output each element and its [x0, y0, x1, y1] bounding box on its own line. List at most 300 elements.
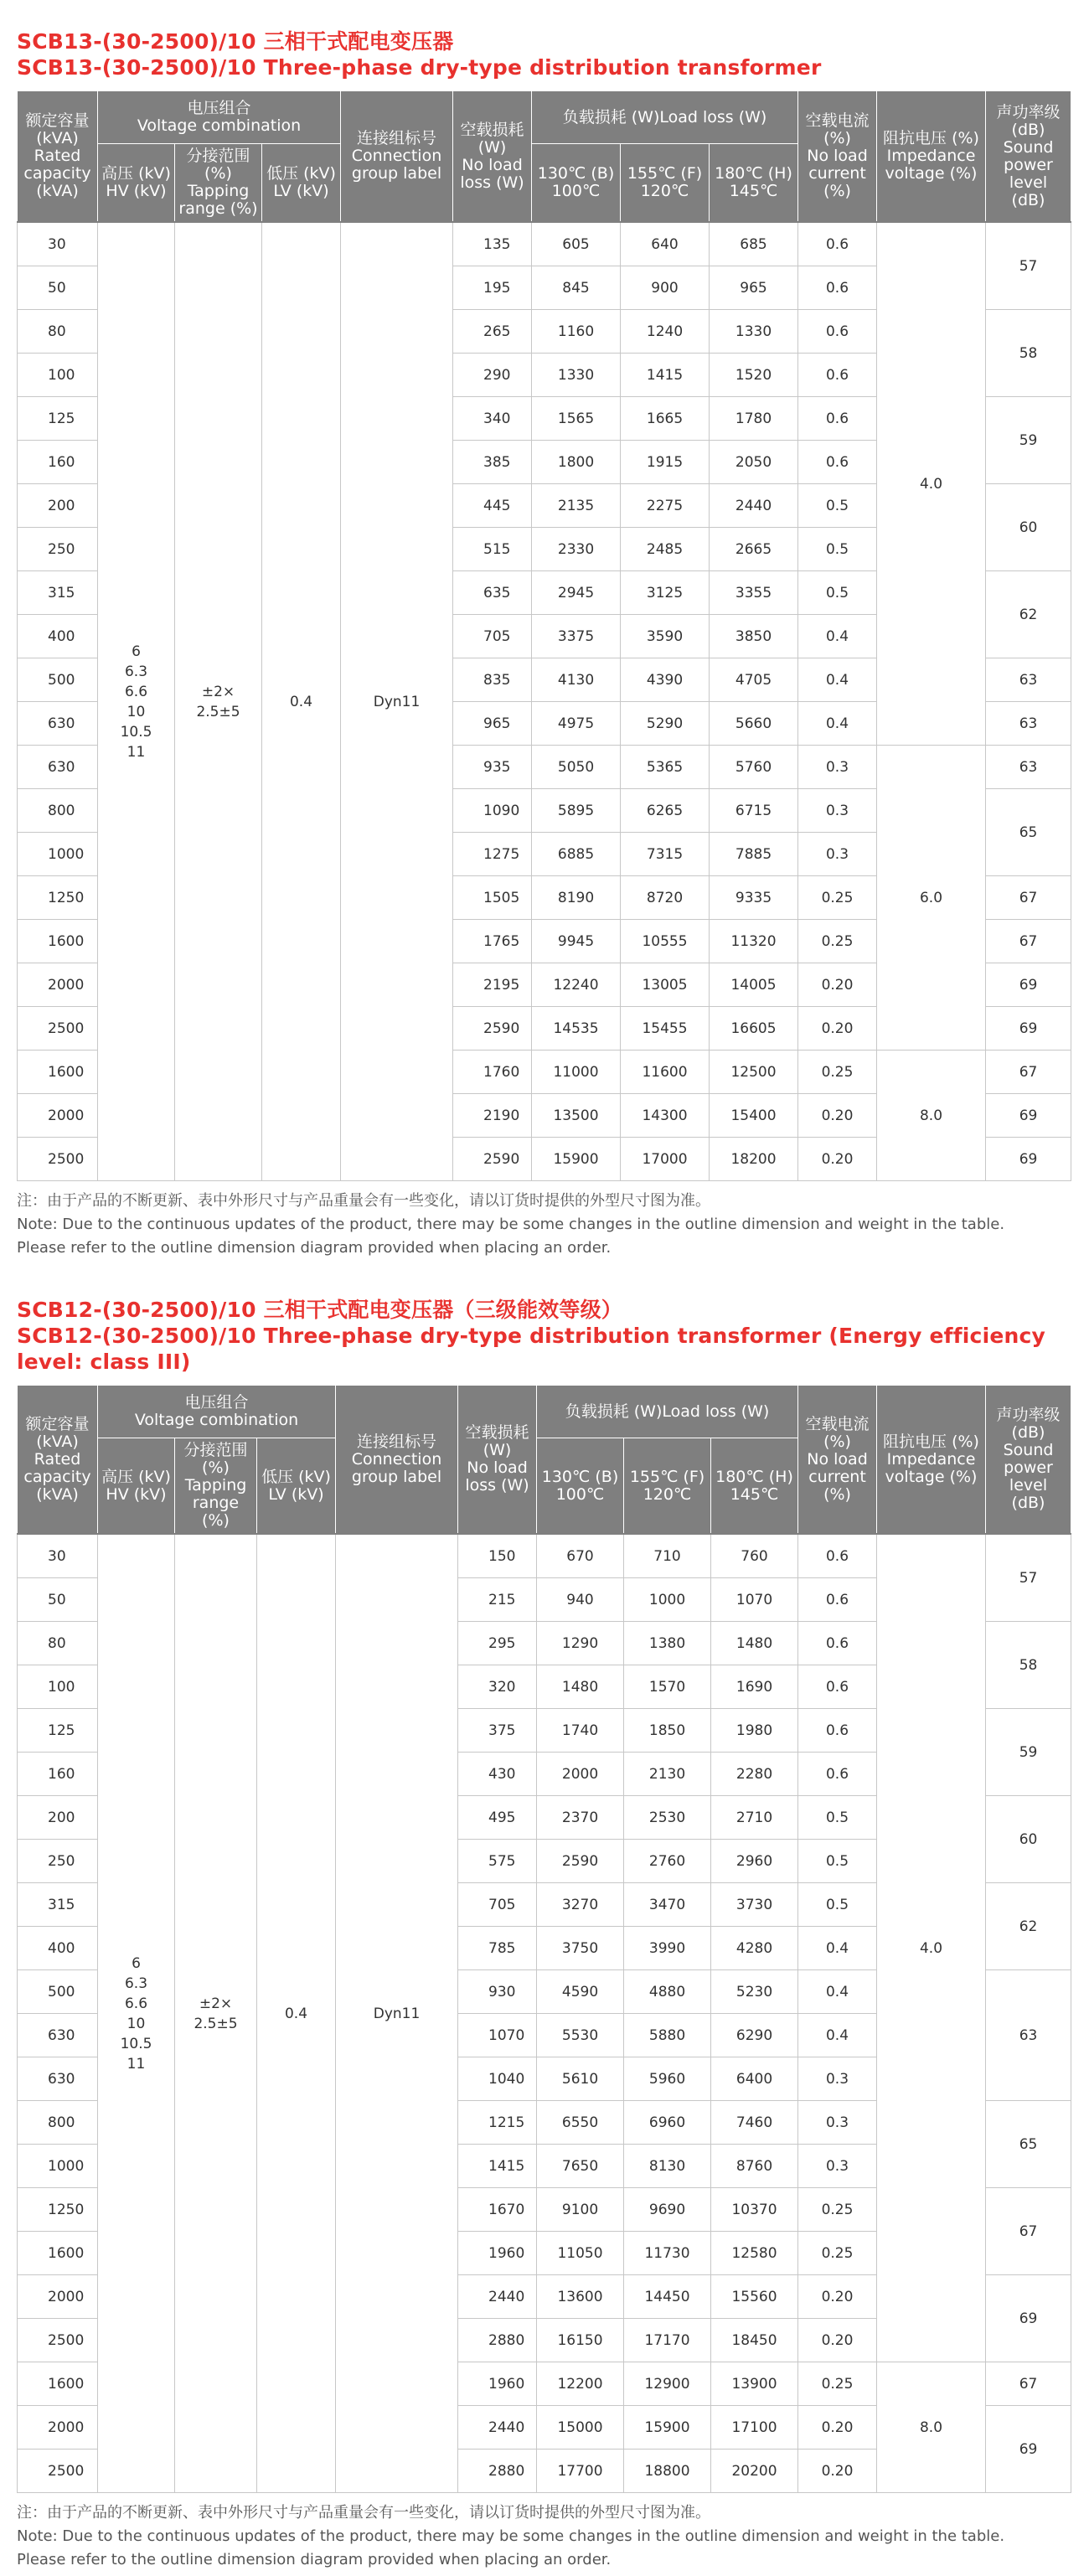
cell-sound: 63 — [986, 1970, 1071, 2101]
header-voltage-combination: 电压组合 Voltage combination — [98, 1386, 336, 1438]
cell-load-loss-b: 7650 — [537, 2145, 624, 2188]
cell-hv: 6 6.3 6.6 10 10.5 11 — [98, 1534, 175, 2493]
cell-capacity: 2500 — [18, 2319, 98, 2362]
cell-load-loss-f: 5880 — [624, 2014, 711, 2057]
cell-load-loss-h: 1520 — [710, 354, 798, 397]
cell-load-loss-b: 9100 — [537, 2188, 624, 2232]
cell-load-loss-f: 12900 — [624, 2362, 711, 2406]
section-scb13 — [17, 28, 1072, 1260]
cell-load-loss-b: 11000 — [532, 1051, 621, 1094]
cell-no-load-loss: 1070 — [458, 2014, 537, 2057]
cell-load-loss-f: 15900 — [624, 2406, 711, 2450]
cell-load-loss-f: 5365 — [621, 746, 710, 789]
cell-load-loss-h: 4705 — [710, 658, 798, 702]
header-impedance: 阻抗电压 (%) Impedance voltage (%) — [877, 1386, 986, 1535]
cell-load-loss-f: 3590 — [621, 615, 710, 658]
cell-capacity: 400 — [18, 615, 98, 658]
cell-capacity: 315 — [18, 571, 98, 615]
cell-capacity: 200 — [18, 1796, 98, 1840]
cell-capacity: 400 — [18, 1927, 98, 1970]
cell-load-loss-f: 2275 — [621, 484, 710, 528]
cell-load-loss-h: 2960 — [711, 1840, 798, 1883]
cell-load-loss-b: 14535 — [532, 1007, 621, 1051]
cell-load-loss-b: 9945 — [532, 920, 621, 963]
cell-load-loss-b: 845 — [532, 266, 621, 310]
table-note — [17, 1190, 1072, 1260]
cell-load-loss-b: 5050 — [532, 746, 621, 789]
cell-load-loss-f: 3470 — [624, 1883, 711, 1927]
spec-table-scb13 — [17, 90, 1071, 1181]
table-row — [18, 1534, 1071, 1578]
cell-no-load-current: 0.4 — [798, 1927, 877, 1970]
cell-no-load-loss: 2190 — [453, 1094, 532, 1138]
cell-capacity: 1250 — [18, 876, 98, 920]
cell-load-loss-h: 4280 — [711, 1927, 798, 1970]
cell-load-loss-h: 2050 — [710, 441, 798, 484]
cell-load-loss-b: 15000 — [537, 2406, 624, 2450]
cell-sound: 59 — [986, 1709, 1071, 1796]
cell-load-loss-h: 685 — [710, 222, 798, 266]
cell-load-loss-b: 15900 — [532, 1138, 621, 1181]
cell-load-loss-b: 1290 — [537, 1622, 624, 1665]
cell-no-load-loss: 2195 — [453, 963, 532, 1007]
cell-no-load-loss: 290 — [453, 354, 532, 397]
cell-load-loss-b: 12200 — [537, 2362, 624, 2406]
cell-no-load-current: 0.5 — [798, 1796, 877, 1840]
cell-no-load-current: 0.6 — [798, 1578, 877, 1622]
cell-load-loss-b: 1740 — [537, 1709, 624, 1753]
cell-load-loss-b: 605 — [532, 222, 621, 266]
note-en-line2: Please refer to the outline dimension diagram provided when placing an order. — [17, 2551, 612, 2568]
cell-load-loss-f: 9690 — [624, 2188, 711, 2232]
header-no-load-loss: 空载损耗 (W) No load loss (W) — [458, 1386, 537, 1535]
cell-sound: 62 — [986, 1883, 1071, 1970]
cell-load-loss-h: 3730 — [711, 1883, 798, 1927]
cell-load-loss-h: 20200 — [711, 2450, 798, 2493]
cell-no-load-loss: 705 — [453, 615, 532, 658]
cell-capacity: 630 — [18, 702, 98, 746]
cell-no-load-loss: 1040 — [458, 2057, 537, 2101]
cell-no-load-loss: 575 — [458, 1840, 537, 1883]
cell-load-loss-f: 14450 — [624, 2275, 711, 2319]
cell-capacity: 2000 — [18, 963, 98, 1007]
header-no-load-current: 空载电流 (%) No load current (%) — [798, 91, 877, 223]
cell-load-loss-h: 965 — [710, 266, 798, 310]
cell-capacity: 50 — [18, 266, 98, 310]
cell-no-load-loss: 1960 — [458, 2362, 537, 2406]
cell-load-loss-b: 6885 — [532, 833, 621, 876]
cell-no-load-current: 0.20 — [798, 2406, 877, 2450]
cell-load-loss-f: 4880 — [624, 1970, 711, 2014]
header-tapping: 分接范围 (%) Tapping range (%) — [175, 144, 262, 223]
cell-no-load-loss: 215 — [458, 1578, 537, 1622]
cell-load-loss-h: 11320 — [710, 920, 798, 963]
cell-no-load-loss: 195 — [453, 266, 532, 310]
title-en: SCB13-(30-2500)/10 Three-phase dry-type distribution transformer — [17, 55, 822, 80]
cell-load-loss-h: 1690 — [711, 1665, 798, 1709]
cell-capacity: 200 — [18, 484, 98, 528]
cell-load-loss-f: 1415 — [621, 354, 710, 397]
cell-load-loss-h: 15560 — [711, 2275, 798, 2319]
cell-no-load-loss: 635 — [453, 571, 532, 615]
cell-sound: 65 — [986, 789, 1071, 876]
cell-load-loss-f: 710 — [624, 1534, 711, 1578]
cell-load-loss-b: 1330 — [532, 354, 621, 397]
cell-load-loss-b: 2000 — [537, 1753, 624, 1796]
cell-no-load-loss: 1215 — [458, 2101, 537, 2145]
header-connection: 连接组标号 Connection group label — [341, 91, 453, 223]
cell-sound: 57 — [986, 1534, 1071, 1622]
cell-capacity: 80 — [18, 310, 98, 354]
cell-capacity: 2000 — [18, 2406, 98, 2450]
cell-no-load-loss: 1670 — [458, 2188, 537, 2232]
cell-capacity: 125 — [18, 1709, 98, 1753]
cell-load-loss-b: 2135 — [532, 484, 621, 528]
cell-load-loss-b: 16150 — [537, 2319, 624, 2362]
cell-load-loss-b: 4130 — [532, 658, 621, 702]
cell-no-load-loss: 1960 — [458, 2232, 537, 2275]
cell-no-load-current: 0.5 — [798, 484, 877, 528]
header-no-load-current: 空载电流 (%) No load current (%) — [798, 1386, 877, 1535]
cell-load-loss-f: 1380 — [624, 1622, 711, 1665]
cell-no-load-loss: 445 — [453, 484, 532, 528]
cell-load-loss-h: 5760 — [710, 746, 798, 789]
cell-load-loss-f: 8720 — [621, 876, 710, 920]
cell-no-load-current: 0.3 — [798, 2145, 877, 2188]
cell-load-loss-h: 8760 — [711, 2145, 798, 2188]
cell-sound: 60 — [986, 484, 1071, 571]
cell-load-loss-f: 5290 — [621, 702, 710, 746]
cell-sound: 60 — [986, 1796, 1071, 1883]
cell-load-loss-f: 2760 — [624, 1840, 711, 1883]
title-cn: SCB12-(30-2500)/10 三相干式配电变压器（三级能效等级） — [17, 1298, 622, 1322]
cell-load-loss-h: 18450 — [711, 2319, 798, 2362]
cell-load-loss-h: 6400 — [711, 2057, 798, 2101]
cell-load-loss-f: 1000 — [624, 1578, 711, 1622]
cell-load-loss-h: 2710 — [711, 1796, 798, 1840]
cell-no-load-current: 0.5 — [798, 1840, 877, 1883]
cell-no-load-loss: 340 — [453, 397, 532, 441]
note-en-line1: Note: Due to the continuous updates of the product, there may be some changes in the outline dimension and weight in the table. — [17, 2527, 1005, 2545]
cell-no-load-current: 0.25 — [798, 2362, 877, 2406]
cell-sound: 63 — [986, 658, 1071, 702]
cell-load-loss-f: 8130 — [624, 2145, 711, 2188]
cell-no-load-loss: 2590 — [453, 1007, 532, 1051]
cell-no-load-current: 0.25 — [798, 1051, 877, 1094]
header-impedance: 阻抗电压 (%) Impedance voltage (%) — [877, 91, 986, 223]
cell-sound: 67 — [986, 920, 1071, 963]
cell-impedance: 4.0 — [877, 222, 986, 746]
cell-load-loss-h: 10370 — [711, 2188, 798, 2232]
header-load-loss-h: 180℃ (H) 145℃ — [710, 144, 798, 223]
cell-no-load-current: 0.20 — [798, 2275, 877, 2319]
header-hv: 高压 (kV) HV (kV) — [98, 144, 175, 223]
cell-capacity: 800 — [18, 789, 98, 833]
cell-no-load-current: 0.6 — [798, 397, 877, 441]
header-hv: 高压 (kV) HV (kV) — [98, 1438, 175, 1535]
cell-capacity: 1000 — [18, 2145, 98, 2188]
cell-capacity: 500 — [18, 1970, 98, 2014]
cell-load-loss-f: 900 — [621, 266, 710, 310]
cell-capacity: 30 — [18, 222, 98, 266]
cell-load-loss-h: 7885 — [710, 833, 798, 876]
section-title — [17, 1297, 1072, 1375]
cell-sound: 59 — [986, 397, 1071, 484]
cell-tapping: ±2× 2.5±5 — [175, 222, 262, 1181]
cell-sound: 62 — [986, 571, 1071, 658]
cell-no-load-current: 0.4 — [798, 1970, 877, 2014]
cell-sound: 58 — [986, 1622, 1071, 1709]
cell-no-load-current: 0.6 — [798, 222, 877, 266]
cell-no-load-current: 0.4 — [798, 702, 877, 746]
spec-table-body — [18, 1534, 1071, 2493]
header-no-load-loss: 空载损耗 (W) No load loss (W) — [453, 91, 532, 223]
header-load-loss: 负载损耗 (W)Load loss (W) — [537, 1386, 798, 1438]
cell-no-load-current: 0.25 — [798, 2188, 877, 2232]
cell-no-load-loss: 1505 — [453, 876, 532, 920]
section-scb12 — [17, 1297, 1072, 2572]
cell-capacity: 1600 — [18, 1051, 98, 1094]
cell-sound: 63 — [986, 702, 1071, 746]
cell-load-loss-h: 760 — [711, 1534, 798, 1578]
cell-load-loss-b: 2370 — [537, 1796, 624, 1840]
cell-no-load-loss: 930 — [458, 1970, 537, 2014]
header-load-loss-b: 130℃ (B) 100℃ — [532, 144, 621, 223]
cell-no-load-current: 0.6 — [798, 310, 877, 354]
cell-load-loss-b: 1800 — [532, 441, 621, 484]
cell-no-load-loss: 430 — [458, 1753, 537, 1796]
cell-load-loss-b: 12240 — [532, 963, 621, 1007]
cell-load-loss-h: 18200 — [710, 1138, 798, 1181]
cell-no-load-current: 0.6 — [798, 1665, 877, 1709]
cell-no-load-current: 0.20 — [798, 2319, 877, 2362]
cell-load-loss-f: 17000 — [621, 1138, 710, 1181]
cell-load-loss-b: 3375 — [532, 615, 621, 658]
cell-no-load-current: 0.3 — [798, 833, 877, 876]
spec-table-scb12 — [17, 1385, 1071, 2493]
cell-no-load-current: 0.4 — [798, 658, 877, 702]
cell-sound: 63 — [986, 746, 1071, 789]
cell-no-load-current: 0.3 — [798, 2101, 877, 2145]
cell-load-loss-h: 2280 — [711, 1753, 798, 1796]
cell-load-loss-h: 3850 — [710, 615, 798, 658]
cell-load-loss-b: 670 — [537, 1534, 624, 1578]
cell-no-load-current: 0.5 — [798, 528, 877, 571]
cell-no-load-loss: 495 — [458, 1796, 537, 1840]
cell-capacity: 2000 — [18, 1094, 98, 1138]
cell-no-load-current: 0.6 — [798, 1709, 877, 1753]
cell-capacity: 315 — [18, 1883, 98, 1927]
cell-load-loss-h: 14005 — [710, 963, 798, 1007]
cell-load-loss-f: 17170 — [624, 2319, 711, 2362]
cell-no-load-loss: 2590 — [453, 1138, 532, 1181]
cell-load-loss-h: 1480 — [711, 1622, 798, 1665]
cell-no-load-current: 0.6 — [798, 1622, 877, 1665]
cell-no-load-current: 0.5 — [798, 1883, 877, 1927]
cell-load-loss-f: 1665 — [621, 397, 710, 441]
cell-capacity: 1000 — [18, 833, 98, 876]
cell-sound: 69 — [986, 1138, 1071, 1181]
cell-load-loss-h: 9335 — [710, 876, 798, 920]
cell-load-loss-b: 5610 — [537, 2057, 624, 2101]
cell-impedance: 8.0 — [877, 1051, 986, 1181]
cell-load-loss-f: 1570 — [624, 1665, 711, 1709]
cell-capacity: 1250 — [18, 2188, 98, 2232]
cell-load-loss-f: 1240 — [621, 310, 710, 354]
cell-load-loss-h: 5660 — [710, 702, 798, 746]
cell-load-loss-f: 1915 — [621, 441, 710, 484]
cell-load-loss-h: 13900 — [711, 2362, 798, 2406]
header-lv: 低压 (kV) LV (kV) — [262, 144, 341, 223]
cell-capacity: 1600 — [18, 2362, 98, 2406]
cell-load-loss-h: 3355 — [710, 571, 798, 615]
cell-impedance: 4.0 — [877, 1534, 986, 2362]
cell-load-loss-h: 12580 — [711, 2232, 798, 2275]
cell-load-loss-f: 640 — [621, 222, 710, 266]
cell-no-load-loss: 1090 — [453, 789, 532, 833]
cell-load-loss-f: 3125 — [621, 571, 710, 615]
cell-load-loss-f: 2485 — [621, 528, 710, 571]
cell-no-load-loss: 2440 — [458, 2406, 537, 2450]
section-title — [17, 28, 1072, 80]
cell-no-load-loss: 1760 — [453, 1051, 532, 1094]
cell-load-loss-b: 3750 — [537, 1927, 624, 1970]
cell-load-loss-b: 4975 — [532, 702, 621, 746]
cell-load-loss-b: 13600 — [537, 2275, 624, 2319]
cell-capacity: 160 — [18, 1753, 98, 1796]
cell-sound: 67 — [986, 2188, 1071, 2275]
header-connection: 连接组标号 Connection group label — [336, 1386, 458, 1535]
cell-no-load-loss: 835 — [453, 658, 532, 702]
cell-sound: 69 — [986, 1094, 1071, 1138]
cell-no-load-current: 0.20 — [798, 2450, 877, 2493]
cell-sound: 69 — [986, 963, 1071, 1007]
spec-page — [17, 0, 1072, 2572]
cell-no-load-loss: 135 — [453, 222, 532, 266]
cell-capacity: 160 — [18, 441, 98, 484]
cell-impedance: 6.0 — [877, 746, 986, 1051]
cell-sound: 69 — [986, 2406, 1071, 2493]
cell-load-loss-h: 12500 — [710, 1051, 798, 1094]
cell-load-loss-b: 1480 — [537, 1665, 624, 1709]
header-load-loss-h: 180℃ (H) 145℃ — [711, 1438, 798, 1535]
note-en-line2: Please refer to the outline dimension diagram provided when placing an order. — [17, 1239, 612, 1257]
header-tapping: 分接范围 (%) Tapping range (%) — [175, 1438, 257, 1535]
cell-load-loss-h: 6290 — [711, 2014, 798, 2057]
cell-load-loss-b: 940 — [537, 1578, 624, 1622]
cell-no-load-current: 0.3 — [798, 746, 877, 789]
cell-no-load-current: 0.6 — [798, 354, 877, 397]
note-en-line1: Note: Due to the continuous updates of the product, there may be some changes in the outline dimension and weight in the table. — [17, 1216, 1005, 1233]
cell-capacity: 250 — [18, 528, 98, 571]
cell-capacity: 125 — [18, 397, 98, 441]
cell-sound: 67 — [986, 1051, 1071, 1094]
cell-no-load-current: 0.6 — [798, 441, 877, 484]
cell-load-loss-f: 10555 — [621, 920, 710, 963]
cell-no-load-current: 0.3 — [798, 2057, 877, 2101]
cell-no-load-loss: 320 — [458, 1665, 537, 1709]
cell-capacity: 50 — [18, 1578, 98, 1622]
cell-no-load-current: 0.4 — [798, 615, 877, 658]
cell-load-loss-b: 6550 — [537, 2101, 624, 2145]
cell-no-load-loss: 385 — [453, 441, 532, 484]
header-load-loss-f: 155℃ (F) 120℃ — [624, 1438, 711, 1535]
cell-capacity: 630 — [18, 2057, 98, 2101]
cell-no-load-current: 0.4 — [798, 2014, 877, 2057]
cell-capacity: 2500 — [18, 1007, 98, 1051]
note-cn: 注：由于产品的不断更新、表中外形尺寸与产品重量会有一些变化，请以订货时提供的外型尺寸图为准。 — [17, 2504, 710, 2522]
cell-no-load-current: 0.20 — [798, 1094, 877, 1138]
cell-hv: 6 6.3 6.6 10 10.5 11 — [98, 222, 175, 1181]
cell-no-load-loss: 705 — [458, 1883, 537, 1927]
cell-sound: 67 — [986, 876, 1071, 920]
cell-load-loss-f: 11730 — [624, 2232, 711, 2275]
cell-sound: 67 — [986, 2362, 1071, 2406]
cell-tapping: ±2× 2.5±5 — [175, 1534, 257, 2493]
cell-no-load-loss: 375 — [458, 1709, 537, 1753]
cell-no-load-loss: 150 — [458, 1534, 537, 1578]
cell-load-loss-h: 1980 — [711, 1709, 798, 1753]
header-sound: 声功率级 (dB) Sound power level (dB) — [986, 91, 1071, 223]
header-voltage-combination: 电压组合 Voltage combination — [98, 91, 341, 144]
cell-capacity: 100 — [18, 1665, 98, 1709]
cell-load-loss-h: 6715 — [710, 789, 798, 833]
cell-load-loss-b: 3270 — [537, 1883, 624, 1927]
cell-load-loss-h: 2665 — [710, 528, 798, 571]
cell-load-loss-f: 18800 — [624, 2450, 711, 2493]
header-capacity: 额定容量 (kVA) Rated capacity (kVA) — [18, 91, 98, 223]
cell-no-load-current: 0.25 — [798, 876, 877, 920]
cell-no-load-loss: 965 — [453, 702, 532, 746]
cell-load-loss-f: 1850 — [624, 1709, 711, 1753]
cell-load-loss-h: 2440 — [710, 484, 798, 528]
cell-load-loss-f: 2530 — [624, 1796, 711, 1840]
cell-no-load-loss: 515 — [453, 528, 532, 571]
cell-no-load-loss: 2880 — [458, 2319, 537, 2362]
cell-load-loss-b: 8190 — [532, 876, 621, 920]
cell-no-load-current: 0.6 — [798, 1753, 877, 1796]
cell-capacity: 1600 — [18, 920, 98, 963]
cell-capacity: 80 — [18, 1622, 98, 1665]
cell-load-loss-f: 15455 — [621, 1007, 710, 1051]
cell-no-load-current: 0.20 — [798, 1138, 877, 1181]
cell-no-load-current: 0.6 — [798, 1534, 877, 1578]
cell-load-loss-f: 2130 — [624, 1753, 711, 1796]
cell-no-load-current: 0.25 — [798, 2232, 877, 2275]
cell-load-loss-h: 1330 — [710, 310, 798, 354]
cell-capacity: 30 — [18, 1534, 98, 1578]
cell-lv: 0.4 — [257, 1534, 336, 2493]
cell-load-loss-f: 4390 — [621, 658, 710, 702]
cell-load-loss-h: 1780 — [710, 397, 798, 441]
cell-capacity: 2500 — [18, 1138, 98, 1181]
cell-load-loss-h: 1070 — [711, 1578, 798, 1622]
cell-no-load-current: 0.5 — [798, 571, 877, 615]
spec-table-body — [18, 222, 1071, 1181]
title-cn: SCB13-(30-2500)/10 三相干式配电变压器 — [17, 29, 454, 54]
cell-no-load-loss: 2440 — [458, 2275, 537, 2319]
cell-capacity: 630 — [18, 746, 98, 789]
cell-load-loss-h: 15400 — [710, 1094, 798, 1138]
cell-no-load-loss: 1415 — [458, 2145, 537, 2188]
cell-capacity: 1600 — [18, 2232, 98, 2275]
cell-load-loss-f: 14300 — [621, 1094, 710, 1138]
cell-load-loss-f: 11600 — [621, 1051, 710, 1094]
cell-connection: Dyn11 — [341, 222, 453, 1181]
cell-no-load-loss: 935 — [453, 746, 532, 789]
cell-load-loss-h: 16605 — [710, 1007, 798, 1051]
header-sound: 声功率级 (dB) Sound power level (dB) — [986, 1386, 1071, 1535]
